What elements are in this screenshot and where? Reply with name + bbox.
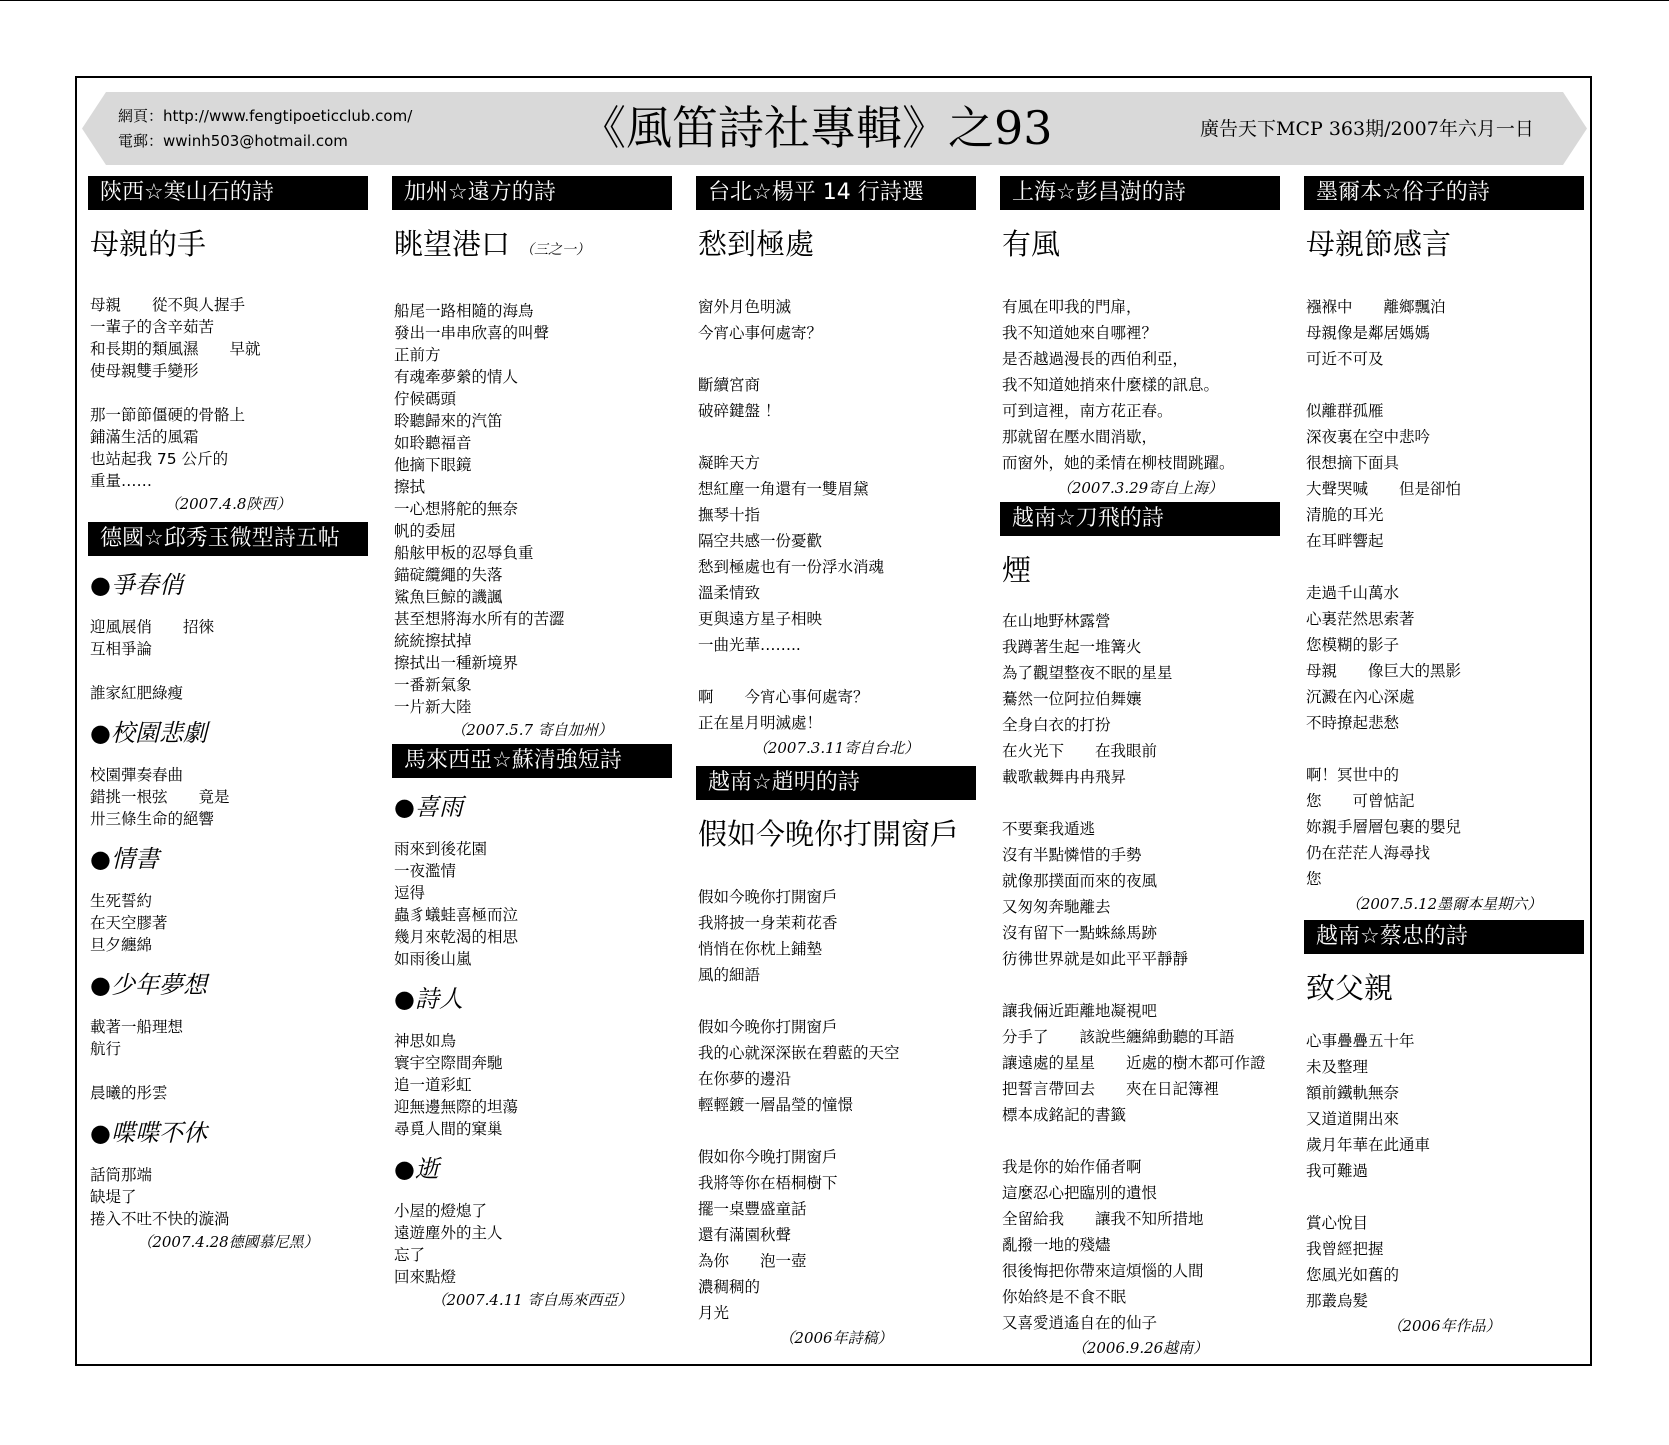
section-heading: 上海☆彭昌澍的詩: [1000, 176, 1280, 210]
poem-line: 可近不可及: [1306, 350, 1384, 368]
spacer: [1304, 1008, 1584, 1028]
stanza-break: [1000, 790, 1280, 816]
poem-signature: （2007.5.7 寄自加州）: [451, 721, 613, 739]
poem-line: 忘了: [394, 1246, 426, 1264]
poem-line: 愁到極處也有一份浮水消魂: [698, 558, 885, 576]
sub-poem-title: ●喜雨: [394, 793, 463, 821]
poem-title-note: （三之一）: [520, 242, 591, 258]
poem-line: 使母親雙手變形: [90, 362, 199, 380]
poem-line: 沒有半點憐惜的手勢: [1002, 846, 1142, 864]
spacer: [1000, 590, 1280, 608]
sub-poem-title: ●爭春俏: [90, 571, 183, 599]
poem-title: 愁到極處: [698, 227, 815, 261]
column-2: [392, 176, 672, 1312]
poem-title-text: 眺望港口: [394, 227, 511, 261]
poem-block: [88, 522, 368, 1254]
poem-line: 啊 今宵心事何處寄？: [698, 688, 869, 706]
poem-line: 重量……: [90, 472, 153, 490]
poem-line: 錨碇纜繩的失落: [394, 566, 503, 584]
poem-signature: （2007.3.11寄自台北）: [752, 739, 920, 757]
poem-line: 追一道彩虹: [394, 1076, 472, 1094]
poem-line: 假如你今晚打開窗戶: [698, 1148, 838, 1166]
poem-lines: [392, 1030, 672, 1140]
poem-line: 一番新氣象: [394, 676, 472, 694]
poem-line: 錯挑一根弦 竟是: [90, 788, 230, 806]
poem-line: 一輩子的含辛茹苦: [90, 318, 215, 336]
section-heading: 台北☆楊平 14 行詩選: [696, 176, 976, 210]
poem-line: 鯊魚巨鯨的譏諷: [394, 588, 503, 606]
column-5: [1304, 176, 1584, 1338]
poem-lines: [1304, 1028, 1584, 1314]
poem-line: 今宵心事何處寄？: [698, 324, 823, 342]
poem-line: 我是你的始作俑者啊: [1002, 1158, 1142, 1176]
poem-line: 那就留在壓水間消歇，: [1002, 428, 1158, 446]
poem-line: 又道道開出來: [1306, 1110, 1400, 1128]
poem-lines: [392, 300, 672, 718]
poem-title: 母親節感言: [1306, 227, 1452, 261]
poem-line: 在山地野林露營: [1002, 612, 1111, 630]
poem-line: 那叢烏髮: [1306, 1292, 1369, 1310]
poem-line: 迎風展俏 招徠: [90, 618, 215, 636]
poem-lines: [88, 764, 368, 830]
poem-line: 統統擦拭掉: [394, 632, 472, 650]
poem-line: 似離群孤雁: [1306, 402, 1384, 420]
poem-line: 還有滿園秋聲: [698, 1226, 792, 1244]
poem-line: 我的心就深深嵌在碧藍的天空: [698, 1044, 900, 1062]
section-heading: 德國☆邱秀玉微型詩五帖: [88, 522, 368, 556]
spacer: [392, 270, 672, 300]
poem-line: 更與遠方星子相映: [698, 610, 823, 628]
poem-line: 擦拭: [394, 478, 426, 496]
poem-block: [392, 176, 672, 742]
poem-line: 有魂牽夢縈的情人: [394, 368, 519, 386]
poem-line: 尋覓人間的窠巢: [394, 1120, 503, 1138]
poem-line: 為你 泡一壺: [698, 1252, 807, 1270]
poem-line: 凝眸天方: [698, 454, 761, 472]
poem-block: [1304, 920, 1584, 1338]
sub-poem-title: ●喋喋不休: [90, 1119, 207, 1147]
poem-line: 沒有留下一點蛛絲馬跡: [1002, 924, 1158, 942]
spacer: [1000, 264, 1280, 294]
poem-lines: [88, 1016, 368, 1104]
poem-line: 濃稠稠的: [698, 1278, 761, 1296]
poem-line: 佇候碼頭: [394, 390, 457, 408]
poem-line: 迎無邊無際的坦蕩: [394, 1098, 519, 1116]
poem-line: 輕輕鍍一層晶瑩的憧憬: [698, 1096, 854, 1114]
poem-line: 襁褓中 離鄉飄泊: [1306, 298, 1446, 316]
poem-line: 分手了 該說些纏綿動聽的耳語: [1002, 1028, 1235, 1046]
poem-line: 我不知道她來自哪裡？: [1002, 324, 1158, 342]
poem-signature: （2006年作品）: [1387, 1317, 1501, 1335]
poem-lines: [88, 890, 368, 956]
poem-line: 在天空膠著: [90, 914, 168, 932]
stanza-break: [1304, 372, 1584, 398]
poem-line: 在耳畔響起: [1306, 532, 1384, 550]
spacer: [696, 854, 976, 884]
poem-line: 載著一船理想: [90, 1018, 184, 1036]
email-text: 電郵：wwinh503@hotmail.com: [118, 132, 348, 150]
poem-title: [394, 224, 672, 270]
poem-line: 我將等你在梧桐樹下: [698, 1174, 838, 1192]
poem-line: 如聆聽福音: [394, 434, 472, 452]
poem-line: 妳親手層層包裹的嬰兒: [1306, 818, 1462, 836]
poem-line: 大聲哭喊 但是卻怕: [1306, 480, 1462, 498]
poem-block: [392, 744, 672, 1312]
poem-line: 斷續宮商: [698, 376, 761, 394]
poem-line: 賞心悅目: [1306, 1214, 1369, 1232]
poem-line: 旦夕纏綿: [90, 936, 153, 954]
poem-line: 讓我倆近距離地凝視吧: [1002, 1002, 1158, 1020]
sub-poem-title: ●逝: [394, 1155, 439, 1183]
stanza-break: [1304, 736, 1584, 762]
poem-signature: （2007.4.11 寄自馬來西亞）: [431, 1291, 633, 1309]
stanza-break: [1000, 1128, 1280, 1154]
poem-line: 全留給我 讓我不知所措地: [1002, 1210, 1204, 1228]
stanza-break: [88, 660, 368, 682]
poem-line: 把誓言帶回去 夾在日記簿裡: [1002, 1080, 1220, 1098]
poem-line: 我曾經把握: [1306, 1240, 1384, 1258]
poem-line: 彷彿世界就是如此平平靜靜: [1002, 950, 1189, 968]
issue-info: 廣告天下MCP 363期/2007年六月一日: [1200, 118, 1534, 140]
poem-line: 全身白衣的打扮: [1002, 716, 1111, 734]
poem-line: 船尾一路相隨的海鳥: [394, 302, 534, 320]
poem-line: 深夜裏在空中悲吟: [1306, 428, 1431, 446]
stanza-break: [696, 424, 976, 450]
poem-line: 一曲光華……..: [698, 636, 801, 654]
poem-signature: （2007.4.8陝西）: [164, 495, 292, 513]
poem-line: 而窗外，她的柔情在柳枝間跳躍。: [1002, 454, 1235, 472]
poem-line: 悄悄在你枕上鋪墊: [698, 940, 823, 958]
poem-line: 就像那撲面而來的夜風: [1002, 872, 1158, 890]
poem-line: 心裏茫然思索著: [1306, 610, 1415, 628]
poem-title: 致父親: [1306, 971, 1394, 1005]
poem-line: 航行: [90, 1040, 122, 1058]
poem-line: 互相爭論: [90, 640, 153, 658]
poem-line: 也站起我 75 公斤的: [90, 450, 229, 468]
column-4: [1000, 176, 1280, 1360]
poem-line: 您 可曾惦記: [1306, 792, 1415, 810]
stanza-break: [1000, 972, 1280, 998]
top-rule: [0, 0, 1669, 1]
poem-line: 標本成銘記的書籤: [1002, 1106, 1127, 1124]
poem-line: 正前方: [394, 346, 441, 364]
poem-lines: [696, 294, 976, 736]
section-heading: 墨爾本☆俗子的詩: [1304, 176, 1584, 210]
poem-line: 一心想將舵的無奈: [394, 500, 519, 518]
poem-line: 那一節節僵硬的骨骼上: [90, 406, 246, 424]
stanza-break: [88, 382, 368, 404]
poem-line: 啊！冥世中的: [1306, 766, 1400, 784]
stanza-break: [1304, 1184, 1584, 1210]
poem-line: 我蹲著生起一堆篝火: [1002, 638, 1142, 656]
poem-line: 帆的委屈: [394, 522, 457, 540]
poem-line: 回來點燈: [394, 1268, 457, 1286]
poem-line: 月光: [698, 1304, 730, 1322]
poem-lines: [88, 294, 368, 492]
masthead-title: 《風笛詩社專輯》之93: [580, 101, 1053, 155]
stanza-break: [88, 1060, 368, 1082]
poem-line: 發出一串串欣喜的叫聲: [394, 324, 550, 342]
poem-block: [696, 766, 976, 1350]
poem-line: 一片新大陸: [394, 698, 472, 716]
poem-line: 讓遠處的星星 近處的樹木都可作證: [1002, 1054, 1266, 1072]
poem-line: 誰家紅肥綠瘦: [90, 684, 184, 702]
poem-line: 未及整理: [1306, 1058, 1369, 1076]
poem-line: 卅三條生命的絕響: [90, 810, 215, 828]
sub-poem-title: ●校園悲劇: [90, 719, 207, 747]
stanza-break: [1304, 554, 1584, 580]
poem-line: 亂撥一地的殘燼: [1002, 1236, 1111, 1254]
poem-line: 寰宇空際間奔馳: [394, 1054, 503, 1072]
poem-line: 聆聽歸來的汽笛: [394, 412, 503, 430]
sub-poem-title: ●少年夢想: [90, 971, 207, 999]
poem-lines: [88, 1164, 368, 1230]
poem-line: 您模糊的影子: [1306, 636, 1400, 654]
poem-title: 煙: [1002, 553, 1032, 587]
poem-line: 鋪滿生活的風霜: [90, 428, 199, 446]
column-3: [696, 176, 976, 1350]
poem-signature: （2006年詩稿）: [779, 1329, 893, 1347]
poem-line: 蟲豸蟻蛙喜極而泣: [394, 906, 519, 924]
poem-line: 母親 從不與人握手: [90, 296, 246, 314]
poem-line: 風的細語: [698, 966, 761, 984]
poem-line: 隔空共感一份憂歡: [698, 532, 823, 550]
section-heading: 越南☆蔡忠的詩: [1304, 920, 1584, 954]
poem-line: 擺一桌豐盛童話: [698, 1200, 807, 1218]
section-heading: 陝西☆寒山石的詩: [88, 176, 368, 210]
poem-block: [88, 176, 368, 516]
poem-line: 歲月年華在此通車: [1306, 1136, 1431, 1154]
poem-lines: [392, 1200, 672, 1288]
poem-line: 話筒那端: [90, 1166, 153, 1184]
poem-line: 校園彈奏春曲: [90, 766, 184, 784]
poem-block: [1304, 176, 1584, 916]
spacer: [1304, 264, 1584, 294]
poem-title: 母親的手: [90, 227, 207, 261]
poem-signature: （2007.4.28德國慕尼黑）: [137, 1233, 319, 1251]
poem-block: [696, 176, 976, 760]
section-heading: 越南☆趙明的詩: [696, 766, 976, 800]
poem-line: 我不知道她捎來什麼樣的訊息。: [1002, 376, 1220, 394]
poem-line: 走過千山萬水: [1306, 584, 1400, 602]
poem-block: [1000, 502, 1280, 1360]
poem-line: 如雨後山嵐: [394, 950, 472, 968]
stanza-break: [696, 346, 976, 372]
section-heading: 越南☆刀飛的詩: [1000, 502, 1280, 536]
poem-title: 假如今晚你打開窗戶: [698, 817, 960, 851]
poem-line: 撫琴十指: [698, 506, 761, 524]
poem-line: 和長期的類風濕 早就: [90, 340, 261, 358]
poem-title: 有風: [1002, 227, 1061, 261]
poem-line: 捲入不吐不快的漩渦: [90, 1210, 230, 1228]
poem-line: 在火光下 在我眼前: [1002, 742, 1158, 760]
poem-line: 額前鐵軌無奈: [1306, 1084, 1400, 1102]
sub-poem-title: ●情書: [90, 845, 159, 873]
poem-line: 為了觀望整夜不眠的星星: [1002, 664, 1173, 682]
poem-line: 一夜濫情: [394, 862, 457, 880]
poem-line: 很想摘下面具: [1306, 454, 1400, 472]
poem-signature: （2007.3.29寄自上海）: [1056, 479, 1224, 497]
poem-line: 我可難過: [1306, 1162, 1369, 1180]
poem-line: 您: [1306, 870, 1322, 888]
poem-line: 遠遊塵外的主人: [394, 1224, 503, 1242]
poem-line: 沉澱在內心深處: [1306, 688, 1415, 706]
poem-line: 又匆匆奔馳離去: [1002, 898, 1111, 916]
poem-line: 不要棄我遁逃: [1002, 820, 1096, 838]
spacer: [88, 264, 368, 294]
poem-line: 甚至想將海水所有的苦澀: [394, 610, 565, 628]
poem-line: 生死誓約: [90, 892, 153, 910]
poem-line: 母親 像巨大的黑影: [1306, 662, 1462, 680]
poem-line: 假如今晚你打開窗戶: [698, 1018, 838, 1036]
poem-line: 擦拭出一種新境界: [394, 654, 519, 672]
spacer: [696, 264, 976, 294]
poem-line: 母親像是鄰居媽媽: [1306, 324, 1431, 342]
poem-line: 正在星月明滅處！: [698, 714, 823, 732]
poem-line: 這麼忍心把臨別的遺恨: [1002, 1184, 1158, 1202]
poem-lines: [696, 884, 976, 1326]
poem-block: [1000, 176, 1280, 500]
poem-line: 神思如鳥: [394, 1032, 457, 1050]
poem-line: 他摘下眼鏡: [394, 456, 472, 474]
poem-line: 有風在叩我的門扉，: [1002, 298, 1142, 316]
section-heading: 馬來西亞☆蘇清強短詩: [392, 744, 672, 778]
stanza-break: [696, 988, 976, 1014]
poem-line: 不時撩起悲愁: [1306, 714, 1400, 732]
poem-line: 小屋的燈熄了: [394, 1202, 488, 1220]
poem-signature: （2006.9.26越南）: [1071, 1339, 1209, 1357]
poem-lines: [392, 838, 672, 970]
section-heading: 加州☆遠方的詩: [392, 176, 672, 210]
poem-line: 想紅塵一角還有一雙眉黛: [698, 480, 869, 498]
poem-line: 雨來到後花園: [394, 840, 488, 858]
poem-line: 仍在茫茫人海尋找: [1306, 844, 1431, 862]
poem-lines: [1000, 294, 1280, 476]
poem-line: 載歌載舞冉冉飛昇: [1002, 768, 1127, 786]
poem-line: 你始終是不食不眠: [1002, 1288, 1127, 1306]
poem-line: 清脆的耳光: [1306, 506, 1384, 524]
poem-line: 假如今晚你打開窗戶: [698, 888, 838, 906]
poem-line: 窗外月色明滅: [698, 298, 792, 316]
column-1: [88, 176, 368, 1254]
poem-lines: [1304, 294, 1584, 892]
poem-line: 很後悔把你帶來這煩惱的人間: [1002, 1262, 1204, 1280]
poem-line: 驀然一位阿拉伯舞孃: [1002, 690, 1142, 708]
poem-line: 在你夢的邊沿: [698, 1070, 792, 1088]
poem-line: 晨曦的彤雲: [90, 1084, 168, 1102]
poem-lines: [1000, 608, 1280, 1336]
poem-line: 逗得: [394, 884, 426, 902]
website-text: 網頁：http://www.fengtipoeticclub.com/: [118, 107, 413, 125]
poem-signature: （2007.5.12墨爾本星期六）: [1345, 895, 1543, 913]
sub-poem-title: ●詩人: [394, 985, 463, 1013]
poem-line: 缺堤了: [90, 1188, 137, 1206]
poem-line: 破碎鍵盤 ！: [698, 402, 781, 420]
poem-line: 船舷甲板的忍辱負重: [394, 544, 534, 562]
poem-line: 心事疊疊五十年: [1306, 1032, 1415, 1050]
poem-lines: [88, 616, 368, 704]
poem-line: 溫柔情致: [698, 584, 761, 602]
poem-line: 是否越過漫長的西伯利亞，: [1002, 350, 1189, 368]
poem-line: 又喜愛逍遙自在的仙子: [1002, 1314, 1158, 1332]
stanza-break: [696, 1118, 976, 1144]
poem-line: 您風光如舊的: [1306, 1266, 1400, 1284]
poem-line: 我將披一身茉莉花香: [698, 914, 838, 932]
poem-line: 可到這裡，南方花正春。: [1002, 402, 1173, 420]
stanza-break: [696, 658, 976, 684]
poem-line: 幾月來乾渴的相思: [394, 928, 519, 946]
